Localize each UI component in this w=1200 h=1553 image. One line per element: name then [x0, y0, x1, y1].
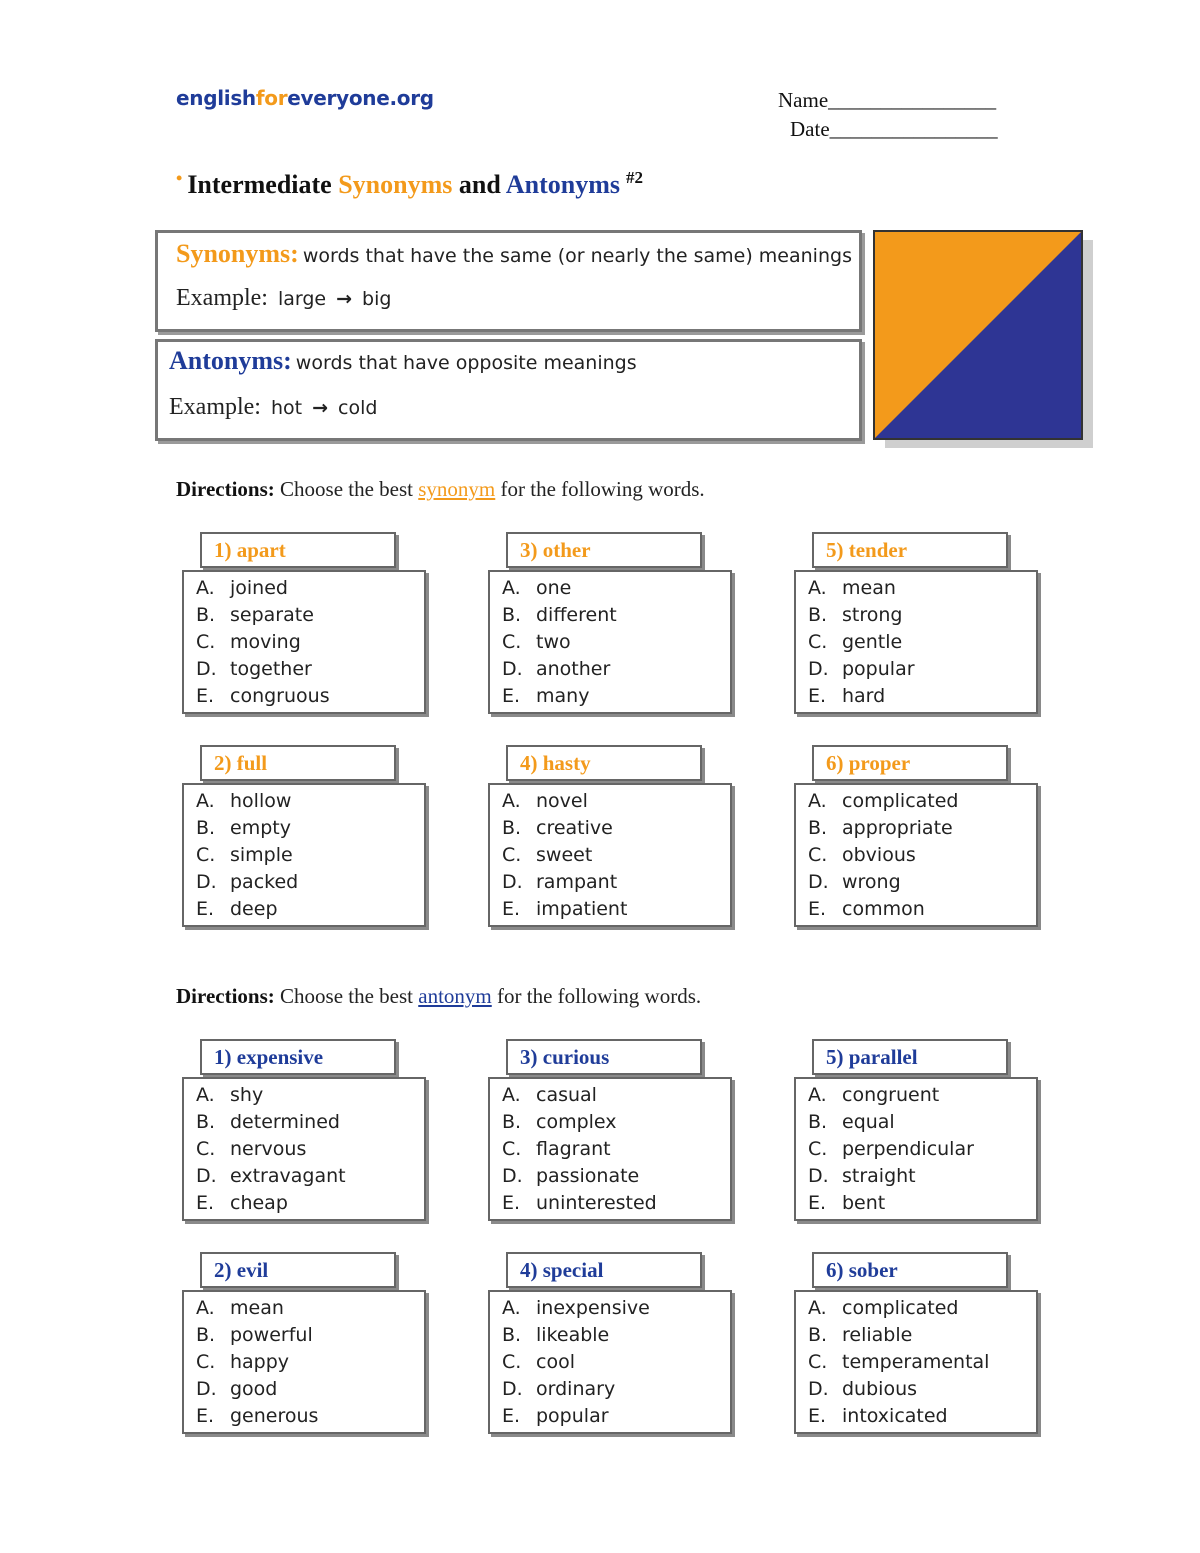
option-word: another — [536, 658, 611, 680]
option-word: inexpensive — [536, 1297, 650, 1319]
answer-option[interactable] — [808, 1295, 1036, 1322]
answer-option[interactable] — [808, 869, 1036, 896]
option-letter: B. — [502, 1111, 522, 1133]
example-from: hot — [270, 397, 303, 419]
option-letter: C. — [808, 1138, 828, 1160]
option-letter: E. — [502, 898, 521, 920]
question-head: 2) full — [200, 745, 396, 781]
option-word: impatient — [536, 898, 628, 920]
answer-option[interactable] — [808, 602, 1036, 629]
answer-option[interactable] — [196, 815, 424, 842]
option-word: equal — [842, 1111, 895, 1133]
answer-option[interactable] — [808, 1109, 1036, 1136]
directions-label: Directions: — [176, 477, 275, 501]
answer-option[interactable] — [502, 1322, 730, 1349]
question-head: 6) sober — [812, 1252, 1008, 1288]
option-word: likeable — [536, 1324, 610, 1346]
option-letter: A. — [808, 577, 827, 599]
option-letter: B. — [196, 1324, 216, 1346]
title-and: and — [458, 170, 501, 199]
option-word: generous — [230, 1405, 319, 1427]
answer-option[interactable] — [196, 869, 424, 896]
example-from: large — [277, 288, 327, 310]
option-letter: B. — [808, 1111, 828, 1133]
question-head: 6) proper — [812, 745, 1008, 781]
option-word: wrong — [842, 871, 901, 893]
option-word: cool — [536, 1351, 575, 1373]
option-letter: C. — [808, 844, 828, 866]
question-head: 2) evil — [200, 1252, 396, 1288]
option-letter: E. — [808, 1192, 827, 1214]
option-word: joined — [230, 577, 288, 599]
option-word: packed — [230, 871, 299, 893]
synonyms-example — [176, 285, 391, 312]
option-letter: E. — [196, 1405, 215, 1427]
answer-options-box — [488, 783, 732, 927]
answer-option[interactable] — [808, 815, 1036, 842]
option-word: two — [536, 631, 571, 653]
example-to: big — [362, 288, 392, 310]
option-word: straight — [842, 1165, 916, 1187]
option-word: dubious — [842, 1378, 918, 1400]
question-head: 3) curious — [506, 1039, 702, 1075]
answer-option[interactable] — [502, 1190, 730, 1217]
option-word: temperamental — [842, 1351, 990, 1373]
answer-option[interactable] — [196, 629, 424, 656]
answer-options-box — [182, 1290, 426, 1434]
option-letter: E. — [502, 685, 521, 707]
antonyms-definition-box — [155, 339, 862, 441]
option-word: appropriate — [842, 817, 953, 839]
option-word: flagrant — [536, 1138, 611, 1160]
option-word: reliable — [842, 1324, 913, 1346]
answer-option[interactable] — [808, 656, 1036, 683]
option-word: intoxicated — [842, 1405, 948, 1427]
answer-option[interactable] — [196, 1349, 424, 1376]
answer-option[interactable] — [196, 788, 424, 815]
answer-options-box — [488, 1290, 732, 1434]
option-word: obvious — [842, 844, 916, 866]
option-letter: D. — [808, 1378, 829, 1400]
option-word: complex — [536, 1111, 617, 1133]
logo-text-for: for — [255, 86, 288, 110]
option-word: powerful — [230, 1324, 313, 1346]
option-letter: B. — [808, 604, 828, 626]
bullet-icon: • — [176, 168, 183, 188]
answer-option[interactable] — [502, 1403, 730, 1430]
arrow-right-icon: → — [312, 397, 329, 419]
option-word: simple — [230, 844, 293, 866]
answer-option[interactable] — [808, 1163, 1036, 1190]
site-logo — [176, 86, 434, 110]
option-word: popular — [536, 1405, 609, 1427]
question-head: 3) other — [506, 532, 702, 568]
question-head: 1) apart — [200, 532, 396, 568]
option-letter: A. — [196, 1297, 215, 1319]
answer-option[interactable] — [808, 1322, 1036, 1349]
option-letter: A. — [502, 1084, 521, 1106]
option-word: strong — [842, 604, 903, 626]
answer-option[interactable] — [196, 1190, 424, 1217]
answer-options-box — [794, 1077, 1038, 1221]
answer-option[interactable] — [196, 1163, 424, 1190]
option-word: different — [536, 604, 617, 626]
option-letter: D. — [196, 871, 217, 893]
option-word: sweet — [536, 844, 593, 866]
answer-option[interactable] — [196, 842, 424, 869]
option-letter: D. — [196, 1165, 217, 1187]
option-letter: B. — [808, 1324, 828, 1346]
option-letter: A. — [808, 790, 827, 812]
question-head: 1) expensive — [200, 1039, 396, 1075]
option-letter: D. — [808, 871, 829, 893]
title-number: #2 — [626, 168, 644, 187]
option-letter: B. — [196, 1111, 216, 1133]
example-to: cold — [338, 397, 378, 419]
title-synonyms: Synonyms — [338, 170, 453, 199]
option-word: mean — [842, 577, 896, 599]
answer-option[interactable] — [196, 1082, 424, 1109]
option-word: creative — [536, 817, 613, 839]
answer-option[interactable] — [196, 656, 424, 683]
option-letter: E. — [502, 1192, 521, 1214]
option-letter: B. — [502, 604, 522, 626]
option-letter: B. — [808, 817, 828, 839]
option-word: extravagant — [230, 1165, 346, 1187]
option-letter: C. — [196, 844, 216, 866]
synonyms-label: Synonyms: — [176, 239, 299, 268]
answer-option[interactable] — [502, 1109, 730, 1136]
answer-option[interactable] — [196, 896, 424, 923]
option-letter: D. — [808, 1165, 829, 1187]
answer-options-box — [794, 570, 1038, 714]
answer-option[interactable] — [808, 575, 1036, 602]
option-letter: C. — [196, 1351, 216, 1373]
logo-text-english: english — [176, 86, 256, 110]
option-word: uninterested — [536, 1192, 657, 1214]
option-letter: D. — [196, 658, 217, 680]
answer-option[interactable] — [502, 1349, 730, 1376]
answer-option[interactable] — [196, 1403, 424, 1430]
synonyms-text: words that have the same (or nearly the same) meanings — [302, 245, 852, 267]
option-word: novel — [536, 790, 588, 812]
answer-option[interactable] — [502, 656, 730, 683]
answer-option[interactable] — [808, 896, 1036, 923]
example-label: Example: — [176, 285, 268, 311]
example-label: Example: — [169, 394, 261, 420]
answer-option[interactable] — [502, 1136, 730, 1163]
option-word: hard — [842, 685, 886, 707]
title-part-intermediate: Intermediate — [187, 170, 332, 199]
synonym-directions — [176, 477, 705, 502]
option-word: congruent — [842, 1084, 940, 1106]
answer-option[interactable] — [808, 1349, 1036, 1376]
answer-option[interactable] — [502, 602, 730, 629]
option-letter: A. — [502, 1297, 521, 1319]
answer-option[interactable] — [808, 629, 1036, 656]
option-word: nervous — [230, 1138, 307, 1160]
answer-option[interactable] — [196, 1109, 424, 1136]
answer-options-box — [182, 1077, 426, 1221]
option-letter: C. — [196, 631, 216, 653]
option-letter: E. — [808, 898, 827, 920]
option-letter: A. — [196, 1084, 215, 1106]
option-letter: A. — [502, 790, 521, 812]
option-letter: E. — [196, 1192, 215, 1214]
question-head: 4) hasty — [506, 745, 702, 781]
option-word: separate — [230, 604, 314, 626]
antonyms-definition — [169, 346, 637, 376]
option-letter: D. — [196, 1378, 217, 1400]
synonyms-definition-box — [155, 230, 862, 332]
option-letter: D. — [502, 1378, 523, 1400]
name-field[interactable]: Name________________ — [778, 88, 997, 112]
answer-option[interactable] — [502, 815, 730, 842]
answer-options-box — [182, 783, 426, 927]
answer-option[interactable] — [196, 602, 424, 629]
title-antonyms: Antonyms — [505, 170, 621, 199]
option-word: hollow — [230, 790, 292, 812]
option-letter: C. — [502, 1351, 522, 1373]
option-word: good — [230, 1378, 278, 1400]
answer-option[interactable] — [502, 842, 730, 869]
option-word: complicated — [842, 790, 959, 812]
arrow-right-icon: → — [336, 288, 353, 310]
answer-option[interactable] — [808, 1082, 1036, 1109]
option-word: casual — [536, 1084, 597, 1106]
option-letter: A. — [808, 1084, 827, 1106]
directions-label: Directions: — [176, 984, 275, 1008]
synonym-link[interactable]: synonym — [418, 477, 496, 501]
option-word: happy — [230, 1351, 290, 1373]
option-letter: B. — [502, 1324, 522, 1346]
option-letter: C. — [196, 1138, 216, 1160]
antonym-directions — [176, 984, 701, 1009]
option-letter: C. — [502, 1138, 522, 1160]
antonyms-label: Antonyms: — [169, 346, 292, 375]
option-word: mean — [230, 1297, 284, 1319]
option-letter: A. — [196, 790, 215, 812]
option-letter: E. — [808, 685, 827, 707]
option-word: ordinary — [536, 1378, 616, 1400]
answer-option[interactable] — [502, 869, 730, 896]
option-letter: E. — [502, 1405, 521, 1427]
page-title — [176, 168, 643, 200]
option-word: many — [536, 685, 590, 707]
option-letter: C. — [808, 631, 828, 653]
answer-options-box — [488, 570, 732, 714]
answer-option[interactable] — [196, 1376, 424, 1403]
option-letter: C. — [502, 631, 522, 653]
option-letter: C. — [808, 1351, 828, 1373]
question-head: 4) special — [506, 1252, 702, 1288]
option-word: complicated — [842, 1297, 959, 1319]
answer-option[interactable] — [502, 1295, 730, 1322]
answer-options-box — [488, 1077, 732, 1221]
question-head: 5) parallel — [812, 1039, 1008, 1075]
option-word: together — [230, 658, 312, 680]
option-letter: B. — [502, 817, 522, 839]
option-letter: A. — [502, 577, 521, 599]
answer-option[interactable] — [196, 1295, 424, 1322]
answer-option[interactable] — [502, 1376, 730, 1403]
answer-option[interactable] — [808, 683, 1036, 710]
option-letter: A. — [196, 577, 215, 599]
option-letter: E. — [196, 898, 215, 920]
option-word: bent — [842, 1192, 886, 1214]
option-letter: C. — [502, 844, 522, 866]
answer-options-box — [794, 783, 1038, 927]
option-word: shy — [230, 1084, 264, 1106]
option-word: cheap — [230, 1192, 288, 1214]
answer-option[interactable] — [808, 1190, 1036, 1217]
date-field[interactable]: Date________________ — [790, 117, 998, 141]
answer-option[interactable] — [502, 1163, 730, 1190]
option-word: one — [536, 577, 572, 599]
option-letter: D. — [502, 1165, 523, 1187]
option-word: moving — [230, 631, 301, 653]
option-word: deep — [230, 898, 278, 920]
directions-text: for the following words. — [500, 477, 705, 501]
option-word: common — [842, 898, 925, 920]
option-letter: E. — [196, 685, 215, 707]
answer-option[interactable] — [502, 683, 730, 710]
option-word: passionate — [536, 1165, 640, 1187]
logo-text-everyone: everyone.org — [287, 86, 434, 110]
option-word: determined — [230, 1111, 340, 1133]
directions-text: Choose the best — [280, 984, 413, 1008]
question-head: 5) tender — [812, 532, 1008, 568]
answer-option[interactable] — [808, 842, 1036, 869]
option-word: perpendicular — [842, 1138, 974, 1160]
synonyms-definition — [176, 239, 852, 269]
antonym-link[interactable]: antonym — [418, 984, 492, 1008]
answer-option[interactable] — [808, 1376, 1036, 1403]
option-word: empty — [230, 817, 291, 839]
option-letter: D. — [502, 658, 523, 680]
option-letter: D. — [502, 871, 523, 893]
directions-text: for the following words. — [497, 984, 702, 1008]
option-word: gentle — [842, 631, 903, 653]
answer-option[interactable] — [808, 1403, 1036, 1430]
option-letter: B. — [196, 817, 216, 839]
answer-option[interactable] — [808, 1136, 1036, 1163]
diagonal-square-graphic — [872, 229, 1098, 453]
option-word: congruous — [230, 685, 330, 707]
answer-option[interactable] — [196, 1322, 424, 1349]
answer-option[interactable] — [502, 788, 730, 815]
option-letter: E. — [808, 1405, 827, 1427]
option-letter: A. — [808, 1297, 827, 1319]
directions-text: Choose the best — [280, 477, 413, 501]
answer-option[interactable] — [502, 575, 730, 602]
answer-option[interactable] — [196, 575, 424, 602]
option-word: popular — [842, 658, 915, 680]
answer-option[interactable] — [196, 1136, 424, 1163]
option-letter: D. — [808, 658, 829, 680]
antonyms-text: words that have opposite meanings — [295, 352, 637, 374]
option-letter: B. — [196, 604, 216, 626]
answer-options-box — [794, 1290, 1038, 1434]
answer-options-box — [182, 570, 426, 714]
answer-option[interactable] — [196, 683, 424, 710]
answer-option[interactable] — [502, 629, 730, 656]
antonyms-example — [169, 394, 377, 421]
answer-option[interactable] — [502, 1082, 730, 1109]
answer-option[interactable] — [502, 896, 730, 923]
answer-option[interactable] — [808, 788, 1036, 815]
option-word: rampant — [536, 871, 618, 893]
